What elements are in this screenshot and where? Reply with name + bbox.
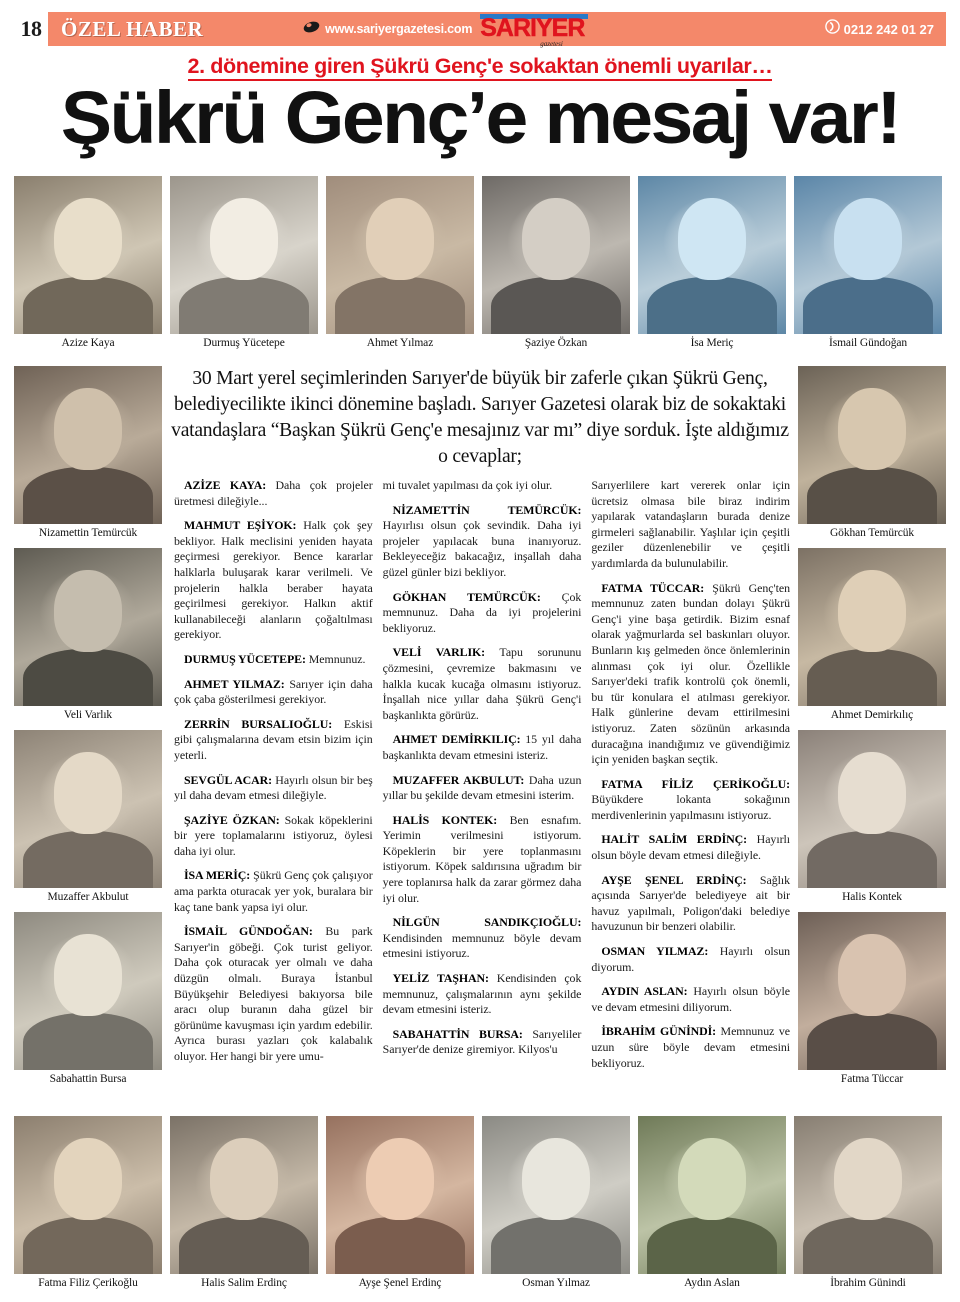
photo-caption: Ahmet Demirkılıç xyxy=(830,709,914,721)
quote-paragraph: VELİ VARLIK: Tapu sorununu çözmesini, çevremize bakmasını ve halkla kucak kucağa olmasını istiyoruz. İnşallah nice yıllar daha Şükrü Genç'i başkanlıkta görürüz. xyxy=(382,645,582,722)
portrait-photo xyxy=(798,366,946,524)
photo-caption: Sabahattin Bursa xyxy=(49,1073,127,1085)
photo-cell xyxy=(794,176,942,349)
website-url[interactable]: www.sariyergazetesi.com xyxy=(325,22,473,36)
photo-caption: İsa Meriç xyxy=(690,337,734,349)
photo-caption: Şaziye Özkan xyxy=(524,337,588,349)
photo-caption: Durmuş Yücetepe xyxy=(203,337,285,349)
quote-paragraph: HALİS KONTEK: Ben esnafım. Yerimin verilmesini istiyorum. Köpeklerin bir yere toplanmasını istiyorum. Köpek saldırısına uğradım bir yere toplanırsa halk da zarar görmez daha iyi olur. xyxy=(382,812,582,905)
quote-paragraph: SEVGÜL ACAR: Hayırlı olsun bir beş yıl daha devam etmesi dileğiyle. xyxy=(174,772,373,803)
masthead-bar xyxy=(14,12,946,46)
quote-paragraph: İSA MERİÇ: Şükrü Genç çok çalışıyor ama parkta oturacak yer yok, buralara bir kaç tane bank yapsa iyi olur. xyxy=(174,868,373,914)
quote-speaker: ŞAZİYE ÖZKAN: xyxy=(184,812,280,827)
photo-cell xyxy=(482,176,630,349)
photo-cell xyxy=(638,1116,786,1289)
article-intro: 30 Mart yerel seçimlerinden Sarıyer'de büyük bir zaferle çıkan Şükrü Genç, belediyecilikte ikinci dönemine başladı. Sarıyer Gazetesi olarak biz de sokaktaki vatandaşlara “Başkan Şükrü Genç'e mesajınız var mı” diye sorduk. İşte aldığımız o cevaplar; xyxy=(171,368,789,468)
quote-paragraph: ZERRİN BURSALIOĞLU: Eskisi gibi çalışmalarına devam etsin bizim için yeterli. xyxy=(174,716,373,762)
quote-speaker: AYDIN ASLAN: xyxy=(601,984,688,999)
top-photo-row xyxy=(14,176,946,349)
portrait-photo xyxy=(482,1116,630,1274)
photo-cell xyxy=(14,176,162,349)
portrait-photo xyxy=(798,730,946,888)
quote-paragraph: mi tuvalet yapılması da çok iyi olur. xyxy=(382,478,553,492)
photo-cell xyxy=(798,730,946,903)
quote-paragraph: AYDIN ASLAN: Hayırlı olsun böyle ve devam etmesini diliyorum. xyxy=(591,984,791,1014)
quote-paragraph: FATMA FİLİZ ÇERİKOĞLU: Büyükdere lokanta sokağının merdivenlerinin yapılmasını istiyoruz. xyxy=(591,776,791,822)
photo-caption: Halis Kontek xyxy=(842,891,902,903)
photo-cell xyxy=(14,548,162,721)
article-column-1 xyxy=(174,478,373,1080)
quote-speaker: ZERRİN BURSALIOĞLU: xyxy=(184,716,333,731)
quote-paragraph: SABAHATTİN BURSA: Sarıyeliler Sarıyer'de denize giremiyor. Kilyos'u xyxy=(382,1026,582,1057)
photo-cell xyxy=(638,176,786,349)
quote-paragraph: HALİT SALİM ERDİNÇ: Hayırlı olsun böyle devam etmesi dileğiyle. xyxy=(591,832,791,863)
quote-speaker: MAHMUT EŞİYOK: xyxy=(184,518,297,533)
portrait-photo xyxy=(326,1116,474,1274)
quote-speaker: DURMUŞ YÜCETEPE: xyxy=(184,651,306,666)
article-column-2 xyxy=(383,478,582,1080)
page-title: Şükrü Genç’e mesaj var! xyxy=(60,76,900,159)
quote-speaker: YELİZ TAŞHAN: xyxy=(392,971,489,986)
logo-subtitle: gazetesi xyxy=(540,40,563,48)
portrait-photo xyxy=(798,548,946,706)
article-columns xyxy=(174,478,790,1080)
quote-speaker: İSA MERİÇ: xyxy=(184,868,251,883)
left-photo-column xyxy=(14,366,162,1094)
mouse-icon xyxy=(303,20,320,38)
photo-caption: İsmail Gündoğan xyxy=(828,337,908,349)
quote-paragraph: AYŞE ŞENEL ERDİNÇ: Sağlık açısında Sarıyer'de belediyeye ait bir havuz yapılmalı, Poligon'daki belediye havuzunun bir benzeri olabilir. xyxy=(591,872,791,934)
photo-cell xyxy=(326,1116,474,1289)
photo-cell xyxy=(794,1116,942,1289)
quote-speaker: FATMA TÜCCAR: xyxy=(601,580,705,595)
photo-cell xyxy=(798,912,946,1085)
phone-icon xyxy=(825,19,840,39)
quote-speaker: SEVGÜL ACAR: xyxy=(184,772,273,787)
quote-paragraph: OSMAN YILMAZ: Hayırlı olsun diyorum. xyxy=(591,944,791,974)
quote-paragraph: GÖKHAN TEMÜRCÜK: Çok memnunuz. Daha da iyi projelerini bekliyoruz. xyxy=(382,589,582,635)
photo-caption: Ayşe Şenel Erdinç xyxy=(358,1277,442,1289)
quote-paragraph: DURMUŞ YÜCETEPE: Memnunuz. xyxy=(184,651,366,666)
quote-speaker: İBRAHİM GÜNİNDİ: xyxy=(601,1024,716,1039)
photo-caption: Aydın Aslan xyxy=(684,1277,740,1289)
photo-caption: Veli Varlık xyxy=(63,709,113,721)
portrait-photo xyxy=(14,912,162,1070)
quote-speaker: AHMET DEMİRKILIÇ: xyxy=(392,732,521,747)
photo-cell xyxy=(170,176,318,349)
portrait-photo xyxy=(794,176,942,334)
quote-paragraph: FATMA TÜCCAR: Şükrü Genç'ten memnunuz zaten bundan dolayı Şükrü Genç'i yine başa getirdik. Bizim esnaf olarak yağmurlarda sel baskınları oluyor. Bunların kış gelmeden önce önlemlerinin alınması çok iyi olur. Özellikle Sarıyer'deki trafik kontrolü çok önemli, bu tür konulara el atılması gerekiyor. Halk günlerine devam ettirilmesini istiyoruz. Zaten sözünün arkasında duracağına inandığımız ve güvendiğimiz için yeniden başkan seçtik. xyxy=(591,580,791,767)
portrait-photo xyxy=(638,1116,786,1274)
portrait-photo xyxy=(170,176,318,334)
website-block[interactable] xyxy=(303,20,472,38)
photo-caption: Gökhan Temürcük xyxy=(829,527,915,539)
quote-speaker: AYŞE ŞENEL ERDİNÇ: xyxy=(601,872,747,887)
photo-cell xyxy=(798,366,946,539)
portrait-photo xyxy=(14,1116,162,1274)
photo-caption: İbrahim Günindi xyxy=(830,1277,906,1289)
quote-paragraph: AHMET DEMİRKILIÇ: 15 yıl daha başkanlıkta devam etmesini isteriz. xyxy=(382,732,582,762)
portrait-photo xyxy=(14,176,162,334)
page-number: 18 xyxy=(14,12,48,46)
photo-cell xyxy=(14,366,162,539)
photo-caption: Osman Yılmaz xyxy=(522,1277,590,1289)
photo-cell xyxy=(482,1116,630,1289)
photo-cell xyxy=(326,176,474,349)
quote-speaker: HALİS KONTEK: xyxy=(392,812,498,827)
photo-cell xyxy=(14,730,162,903)
phone-number: 0212 242 01 27 xyxy=(843,21,934,37)
portrait-photo xyxy=(14,548,162,706)
photo-cell xyxy=(170,1116,318,1289)
portrait-photo xyxy=(326,176,474,334)
portrait-photo xyxy=(14,730,162,888)
phone-block xyxy=(825,19,934,39)
quote-speaker: AZİZE KAYA: xyxy=(184,478,267,492)
photo-caption: Azize Kaya xyxy=(61,337,115,349)
photo-cell xyxy=(14,912,162,1085)
photo-cell xyxy=(798,548,946,721)
quote-speaker: İSMAİL GÜNDOĞAN: xyxy=(184,924,313,939)
quote-speaker: NİZAMETTİN TEMÜRCÜK: xyxy=(392,502,582,517)
quote-paragraph: İBRAHİM GÜNİNDİ: Memnunuz ve uzun süre böyle devam etmesini bekliyoruz. xyxy=(591,1024,791,1070)
portrait-photo xyxy=(794,1116,942,1274)
photo-caption: Muzaffer Akbulut xyxy=(47,891,129,903)
portrait-photo xyxy=(482,176,630,334)
quote-paragraph: MUZAFFER AKBULUT: Daha uzun yıllar bu şekilde devam etmesini isterim. xyxy=(382,772,582,803)
quote-speaker: SABAHATTİN BURSA: xyxy=(392,1026,523,1041)
quote-speaker: HALİT SALİM ERDİNÇ: xyxy=(601,832,747,847)
photo-caption: Ahmet Yılmaz xyxy=(366,337,434,349)
photo-caption: Nizamettin Temürcük xyxy=(38,527,138,539)
quote-speaker: OSMAN YILMAZ: xyxy=(601,944,709,959)
quote-speaker: GÖKHAN TEMÜRCÜK: xyxy=(392,589,541,604)
portrait-photo xyxy=(170,1116,318,1274)
quote-speaker: MUZAFFER AKBULUT: xyxy=(392,772,525,787)
photo-caption: Halis Salim Erdinç xyxy=(201,1277,287,1289)
quote-speaker: NİLGÜN SANDIKÇIOĞLU: xyxy=(392,915,582,930)
photo-cell xyxy=(14,1116,162,1289)
portrait-photo xyxy=(798,912,946,1070)
quote-paragraph: AZİZE KAYA: Daha çok projeler üretmesi dileğiyle... xyxy=(174,478,373,508)
logo-wordmark: SARIYER xyxy=(480,14,585,42)
quote-paragraph: YELİZ TAŞHAN: Kendisinden çok memnunuz, çalışmalarının aynı şekilde devam etmesini isteriz. xyxy=(382,971,582,1017)
newspaper-logo xyxy=(480,12,592,46)
photo-caption: Fatma Filiz Çerikoğlu xyxy=(38,1277,138,1289)
bottom-photo-row xyxy=(14,1116,946,1289)
right-photo-column xyxy=(798,366,946,1094)
quote-speaker: FATMA FİLİZ ÇERİKOĞLU: xyxy=(601,776,791,791)
kicker-text: 2. dönemine giren Şükrü Genç'e sokaktan önemli uyarılar… xyxy=(188,54,773,81)
quote-paragraph: MAHMUT EŞİYOK: Halk çok şey bekliyor. Halk meclisini yeniden hayata geçirmesi gerekiyor. Bence kararlar halklarla buluşarak karar verilmeli. Ve projelerin halkla beraber hayata geçirilmesi gerekiyor. Halkın aktif kullanabileceği alanların çoğaltılması gerekiyor. xyxy=(174,518,373,642)
photo-caption: Fatma Tüccar xyxy=(840,1073,904,1085)
quote-speaker: VELİ VARLIK: xyxy=(392,645,486,660)
quote-paragraph: NİLGÜN SANDIKÇIOĞLU: Kendisinden memnunuz böyle devam etmesini istiyoruz. xyxy=(382,915,582,961)
quote-speaker: AHMET YILMAZ: xyxy=(184,676,285,691)
quote-paragraph: İSMAİL GÜNDOĞAN: Bu park Sarıyer'in göbeği. Çok turist geliyor. Daha çok oturacak yer olmalı ve daha düzgün olmalı. Buraya İstanbul Büyükşehir Belediyesi bakıyorsa bile aracı olup buranın daha güzel bir görünüme kavuşması için yardım edebilir. Ayrıca burası yazları çok kalabalık oluyor. Her hangi bir yere umu- xyxy=(174,924,373,1063)
quote-paragraph: ŞAZİYE ÖZKAN: Sokak köpeklerini bir yere toplamalarını istiyoruz, öylesi daha iyi olur. xyxy=(174,812,373,858)
quote-paragraph: NİZAMETTİN TEMÜRCÜK: Hayırlısı olsun çok sevindik. Daha iyi projeler yapılacak buna inanıyoruz. Bekleyeceğiz bakacağız, inşallah daha güzel günler bizi bekliyor. xyxy=(382,502,582,579)
section-label: ÖZEL HABER xyxy=(61,16,204,41)
portrait-photo xyxy=(14,366,162,524)
quote-paragraph: Sarıyerlilere kart vererek onlar için ücretsiz olmasa bile biraz indirim yapılarak vatandaşların burada denize girmeleri sağlanabilir. Yaşlılar için çeşitli geziler düzenlenebilir ve çeşitli yardımlarda da bulunulabilir. xyxy=(591,478,791,570)
article-column-3 xyxy=(591,478,790,1080)
quote-paragraph: AHMET YILMAZ: Sarıyer için daha çok çaba gösterilmesi gerekiyor. xyxy=(174,676,373,707)
portrait-photo xyxy=(638,176,786,334)
